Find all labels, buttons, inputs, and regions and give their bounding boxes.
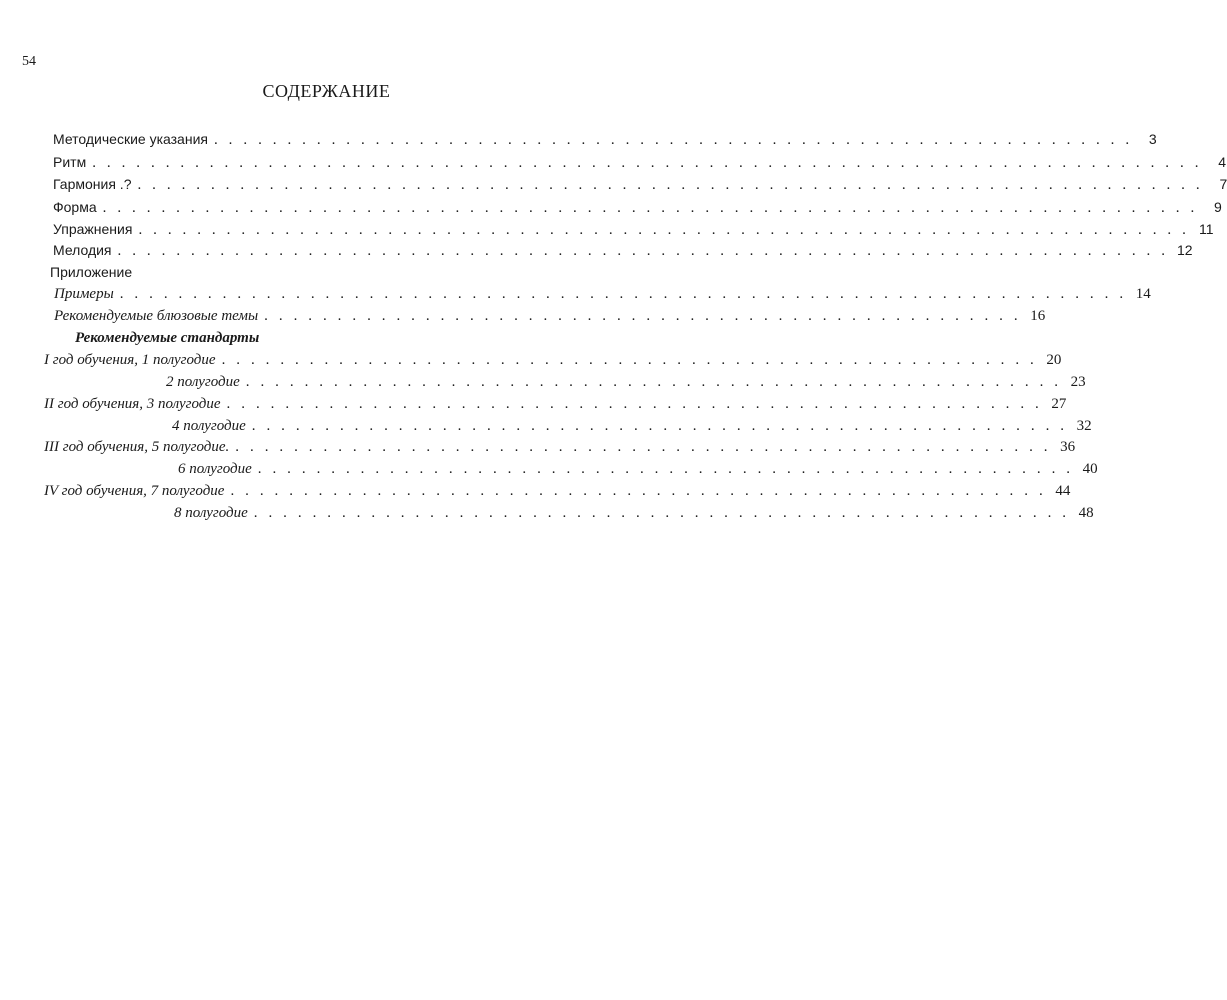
toc-entry-page: 9 bbox=[1214, 199, 1222, 215]
toc-entry-label: Форма bbox=[53, 199, 97, 215]
toc-entry-label: Мелодия bbox=[53, 242, 112, 258]
toc-entry-label: III год обучения, 5 полугодие. bbox=[44, 439, 230, 455]
toc-entry-examples[interactable] bbox=[54, 284, 1151, 304]
toc-entry-label: 2 полугодие bbox=[166, 374, 240, 390]
toc-entry-page: 40 bbox=[1082, 461, 1098, 477]
toc-entry-label: 6 полугодие bbox=[178, 461, 252, 477]
leader-dots: . . . . . . . . . . . . . . . . . . . . . . . . . . . . . . . . . . . . . . . . . . . . . . . . . . . . . . . . . . . . . . . . . . . . . . . . bbox=[117, 243, 1169, 259]
toc-entry-year1-sem1[interactable] bbox=[44, 350, 1062, 370]
toc-entry-sem8[interactable] bbox=[174, 503, 1094, 523]
toc-entry-page: 11 bbox=[1198, 221, 1214, 237]
leader-dots: . . . . . . . . . . . . . . . . . . . . . . . . . . . . . . . . . . . . . . . . . . . . . . . . . . . . . . . . bbox=[226, 396, 1043, 412]
toc-entry-sem4[interactable] bbox=[172, 416, 1092, 436]
toc-entry-harmony[interactable] bbox=[53, 174, 1227, 194]
leader-dots: . . . . . . . . . . . . . . . . . . . . . . . . . . . . . . . . . . . . . . . . . . . . . . . . . . . . . . . . . . . . . . . . . . . . . . . . bbox=[138, 222, 1190, 238]
toc-entry-rhythm[interactable] bbox=[53, 152, 1227, 172]
page-number: 54 bbox=[22, 54, 36, 69]
toc-entry-label: Гармония .? bbox=[53, 176, 132, 192]
toc-entry-label: Рекомендуемые блюзовые темы bbox=[54, 308, 259, 324]
toc-entry-page: 27 bbox=[1051, 396, 1067, 412]
toc-entry-label: 4 полугодие bbox=[172, 418, 246, 434]
leader-dots: . . . . . . . . . . . . . . . . . . . . . . . . . . . . . . . . . . . . . . . . . . . . . . . . . . . . . . . . bbox=[235, 439, 1052, 455]
leader-dots: . . . . . . . . . . . . . . . . . . . . . . . . . . . . . . . . . . . . . . . . . . . . . . . . . . . . . . . . bbox=[221, 352, 1038, 368]
toc-entry-page: 7 bbox=[1219, 176, 1227, 192]
toc-entry-year3-sem5[interactable] bbox=[44, 437, 1076, 457]
toc-entry-page: 44 bbox=[1055, 483, 1071, 499]
leader-dots: . . . . . . . . . . . . . . . . . . . . . . . . . . . . . . . . . . . . . . . . . . . . . . . . . . . . bbox=[264, 308, 1022, 324]
toc-entry-exercises[interactable] bbox=[53, 219, 1214, 239]
leader-dots: . . . . . . . . . . . . . . . . . . . . . . . . . . . . . . . . . . . . . . . . . . . . . . . . . . . . . . . . bbox=[257, 461, 1074, 477]
toc-entry-form[interactable] bbox=[53, 197, 1222, 217]
toc-entry-label: 8 полугодие bbox=[174, 505, 248, 521]
leader-dots: . . . . . . . . . . . . . . . . . . . . . . . . . . . . . . . . . . . . . . . . . . . . . . . . . . . . . . . . . . . . . . . . . . . . . bbox=[119, 286, 1127, 302]
leader-dots: . . . . . . . . . . . . . . . . . . . . . . . . . . . . . . . . . . . . . . . . . . . . . . . . . . . . . . . . . . . . . . . . . . . . . . . . . . . . bbox=[92, 155, 1203, 171]
standards-heading: Рекомендуемые стандарты bbox=[75, 330, 260, 346]
toc-entry-blues-themes[interactable] bbox=[54, 306, 1046, 326]
page-title: СОДЕРЖАНИЕ bbox=[262, 81, 391, 101]
toc-entry-label: Упражнения bbox=[53, 221, 133, 237]
toc-entry-page: 12 bbox=[1177, 242, 1193, 258]
toc-entry-page: 14 bbox=[1135, 286, 1151, 302]
leader-dots: . . . . . . . . . . . . . . . . . . . . . . . . . . . . . . . . . . . . . . . . . . . . . . . . . . . . . . . . . . . . . . . bbox=[213, 132, 1133, 148]
toc-entry-page: 36 bbox=[1060, 439, 1076, 455]
toc-entry-methodical-notes[interactable] bbox=[53, 129, 1157, 149]
toc-entry-page: 32 bbox=[1076, 418, 1092, 434]
toc-entry-label: Методические указания bbox=[53, 131, 208, 147]
toc-entry-page: 20 bbox=[1046, 352, 1062, 368]
toc-entry-melody[interactable] bbox=[53, 240, 1193, 260]
toc-entry-label: IV год обучения, 7 полугодие bbox=[44, 483, 225, 499]
toc-entry-page: 48 bbox=[1078, 505, 1094, 521]
leader-dots: . . . . . . . . . . . . . . . . . . . . . . . . . . . . . . . . . . . . . . . . . . . . . . . . . . . . . . . . bbox=[230, 483, 1047, 499]
toc-entry-page: 3 bbox=[1148, 131, 1157, 147]
toc-entry-label: I год обучения, 1 полугодие bbox=[44, 352, 216, 368]
toc-entry-page: 23 bbox=[1070, 374, 1086, 390]
toc-entry-sem6[interactable] bbox=[178, 459, 1098, 479]
leader-dots: . . . . . . . . . . . . . . . . . . . . . . . . . . . . . . . . . . . . . . . . . . . . . . . . . . . . . . . . . . . . . . . . . . . . . . . . . bbox=[137, 177, 1204, 193]
toc-entry-label: Ритм bbox=[53, 154, 87, 170]
appendix-heading: Приложение bbox=[50, 264, 133, 280]
leader-dots: . . . . . . . . . . . . . . . . . . . . . . . . . . . . . . . . . . . . . . . . . . . . . . . . . . . . . . . . bbox=[245, 374, 1062, 390]
toc-entry-page: 16 bbox=[1030, 308, 1046, 324]
toc-entry-label: Примеры bbox=[54, 286, 114, 302]
toc-entry-sem2[interactable] bbox=[166, 372, 1086, 392]
leader-dots: . . . . . . . . . . . . . . . . . . . . . . . . . . . . . . . . . . . . . . . . . . . . . . . . . . . . . . . . . . . . . . . . . . . . . . . . . . . bbox=[102, 200, 1198, 216]
toc-entry-page: 4 bbox=[1218, 154, 1227, 170]
leader-dots: . . . . . . . . . . . . . . . . . . . . . . . . . . . . . . . . . . . . . . . . . . . . . . . . . . . . . . . . bbox=[251, 418, 1068, 434]
toc-entry-year2-sem3[interactable] bbox=[44, 394, 1067, 414]
leader-dots: . . . . . . . . . . . . . . . . . . . . . . . . . . . . . . . . . . . . . . . . . . . . . . . . . . . . . . . . bbox=[253, 505, 1070, 521]
toc-entry-label: II год обучения, 3 полугодие bbox=[44, 396, 221, 412]
toc-entry-year4-sem7[interactable] bbox=[44, 481, 1071, 501]
